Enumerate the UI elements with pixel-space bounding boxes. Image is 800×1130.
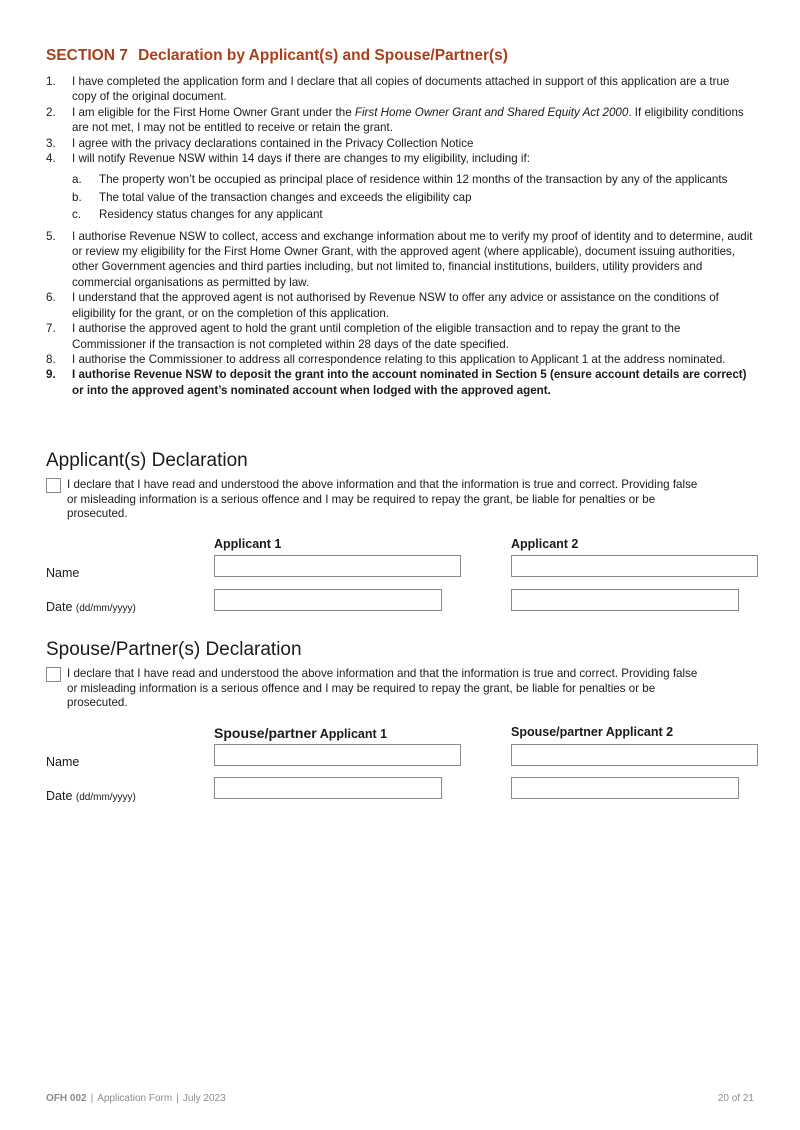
item-text: I understand that the approved agent is not authorised by Revenue NSW to offer any advice or assistance on the conditions of eligibility for the grant, or on the completion of this application.	[72, 291, 719, 320]
name-label: Name	[46, 566, 80, 580]
list-item	[46, 229, 756, 291]
item-number: 4.	[46, 152, 56, 166]
item-number: 3.	[46, 136, 56, 150]
form-date: July 2023	[182, 1093, 226, 1104]
applicant-declaration-statement: I declare that I have read and understood the above information and that the information is true and correct. Providing false or misleading information is a serious offence and I may be required to repay the grant, be liable for penalties or be prosecuted.	[67, 478, 698, 521]
date-format-hint: (dd/mm/yyyy)	[75, 603, 136, 614]
footer	[46, 1093, 226, 1104]
section-number: SECTION 7	[46, 47, 128, 64]
applicant-declaration-checkbox[interactable]	[46, 478, 61, 493]
sub-item-letter: c.	[72, 208, 82, 222]
applicant-2-column-header: Applicant 2	[511, 537, 579, 551]
spouse-applicant-1-name-input[interactable]	[214, 744, 461, 766]
spouse-date-label	[46, 789, 136, 803]
list-item	[46, 105, 756, 136]
item-text: I agree with the privacy declarations contained in the Privacy Collection Notice	[72, 136, 474, 150]
applicant-declaration-checkbox-row	[46, 478, 756, 522]
applicant-2-date-input[interactable]	[511, 589, 739, 611]
sub-list	[72, 172, 756, 222]
item-text: I authorise the approved agent to hold the grant until completion of the eligible transaction and to repay the grant to the Commissioner if the transaction is not completed within 28 days of the date specified.	[72, 322, 681, 351]
form-code: OFH 002	[46, 1093, 87, 1104]
item-number: 6.	[46, 291, 56, 305]
item-text: I authorise Revenue NSW to deposit the grant into the account nominated in Section 5 (ensure account details are correct) or into the approved agent’s nominated account when lodged with the approved agent.	[72, 368, 747, 397]
sub-item-text: Residency status changes for any applicant	[99, 208, 323, 222]
form-type: Application Form	[97, 1093, 173, 1104]
spouse-applicant-1-column-header	[214, 725, 387, 741]
item-number: 7.	[46, 322, 56, 336]
item-text: I am eligible for the First Home Owner Grant under the	[72, 105, 355, 119]
list-item	[46, 352, 756, 367]
applicant-1-name-input[interactable]	[214, 555, 461, 577]
applicant-declaration-heading: Applicant(s) Declaration	[46, 450, 248, 471]
sub-item-text: The property won’t be occupied as principal place of residence within 12 months of the transaction by any of the applicants	[99, 173, 728, 187]
spouse-header-suffix: Applicant 1	[316, 727, 388, 741]
sub-list-item	[72, 207, 756, 222]
section-heading: Declaration by Applicant(s) and Spouse/Partner(s)	[138, 47, 508, 64]
item-text: I authorise the Commissioner to address all correspondence relating to this application to Applicant 1 at the address nominated.	[72, 352, 726, 366]
date-label	[46, 600, 136, 614]
item-number: 8.	[46, 352, 56, 366]
sub-item-letter: b.	[72, 190, 82, 204]
item-text: . If eligibility conditions are not met, I may not be entitled to receive or retain the grant.	[72, 105, 744, 135]
spouse-declaration-statement: I declare that I have read and understood the above information and that the information is true and correct. Providing false or misleading information is a serious offence and I may be required to repay the grant, be liable for penalties or be prosecuted.	[67, 667, 698, 710]
spouse-applicant-2-date-input[interactable]	[511, 777, 739, 799]
item-number: 1.	[46, 75, 56, 88]
spouse-declaration-heading: Spouse/Partner(s) Declaration	[46, 639, 302, 660]
applicant-2-name-input[interactable]	[511, 555, 758, 577]
spouse-applicant-1-date-input[interactable]	[214, 777, 442, 799]
section-title	[46, 47, 508, 65]
sub-list-item	[72, 190, 756, 205]
page-number: 20 of 21	[717, 1093, 754, 1104]
declaration-list	[46, 74, 756, 398]
list-item	[46, 151, 756, 223]
spouse-applicant-2-column-header: Spouse/partner Applicant 2	[511, 725, 674, 739]
spouse-declaration-checkbox[interactable]	[46, 667, 61, 682]
item-number: 9.	[46, 368, 56, 382]
spouse-declaration-checkbox-row	[46, 667, 756, 711]
date-label-text: Date	[46, 600, 73, 614]
applicant-1-date-input[interactable]	[214, 589, 442, 611]
sub-list-item	[72, 172, 756, 187]
list-item	[46, 321, 756, 352]
date-label-text: Date	[46, 789, 73, 803]
footer-separator: |	[90, 1093, 94, 1104]
footer-separator: |	[176, 1093, 179, 1104]
list-item	[46, 74, 756, 105]
act-name: First Home Owner Grant and Shared Equity Act 2000	[354, 105, 629, 119]
sub-item-text: The total value of the transaction changes and exceeds the eligibility cap	[99, 190, 472, 204]
item-text: I have completed the application form and I declare that all copies of documents attached in support of this application are a true copy of the original document.	[72, 75, 730, 104]
applicant-1-column-header: Applicant 1	[214, 537, 282, 551]
sub-item-letter: a.	[72, 173, 82, 187]
list-item	[46, 136, 756, 151]
list-item	[46, 367, 756, 398]
spouse-name-label: Name	[46, 755, 80, 769]
item-number: 2.	[46, 105, 56, 119]
item-text: I will notify Revenue NSW within 14 days if there are changes to my eligibility, including if:	[72, 152, 530, 166]
spouse-header-prefix: Spouse/partner	[214, 725, 317, 741]
item-text: I authorise Revenue NSW to collect, access and exchange information about me to verify my proof of identity and to determine, audit or review my eligibility for the First Home Owner Grant, with the approved agent (where applicable), document issuing authorities, other Government agencies and third parties including, but not limited to, financial institutions, builders, utility providers and commercial organisations as permitted by law.	[72, 229, 753, 289]
date-format-hint: (dd/mm/yyyy)	[75, 792, 136, 803]
list-item	[46, 290, 756, 321]
item-number: 5.	[46, 229, 56, 243]
spouse-applicant-2-name-input[interactable]	[511, 744, 758, 766]
